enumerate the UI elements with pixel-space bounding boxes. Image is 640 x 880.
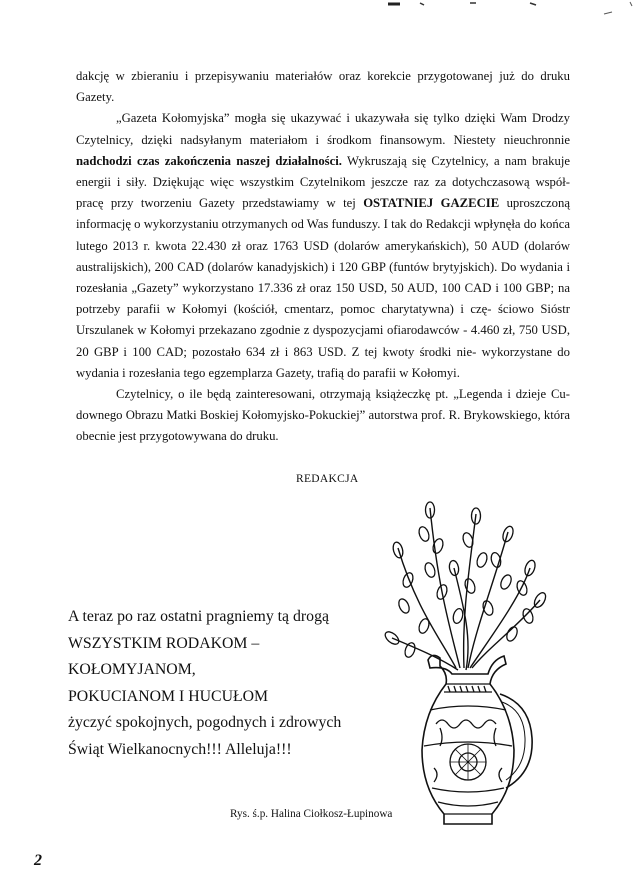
greeting-line: WSZYSTKIM RODAKOM –	[68, 634, 260, 652]
vase-illustration	[380, 488, 560, 834]
scan-artifact-marks	[0, 0, 640, 30]
editorial-signature: REDAKCJA	[296, 473, 359, 485]
illustration-credit: Rys. ś.p. Halina Ciołkosz-Łupinowa	[230, 808, 393, 820]
greeting-line: A teraz po raz ostatni pragniemy tą drogą	[68, 608, 329, 625]
greeting-line: Świąt Wielkanocnych!!! Alleluja!!!	[68, 740, 292, 758]
paragraph-continuation: dakcję w zbieraniu i przepisywaniu materiałów oraz korekcie przygotowanej już do druku Gazety.	[76, 69, 570, 105]
bold-last-issue: OSTATNIEJ GAZECIE	[363, 196, 500, 211]
paragraph-text: uproszczoną informację o wykorzystaniu otrzymanych od Was funduszy. I tak do Redakcji wpłynęła do końca lutego 2013 r. kwota 22.430 zł oraz 1763 USD (dolarów amerykańskich), 50 AUD (dolarów australijskich), 200 CAD (dolarów kanadyjskich) i 120 GBP (funtów brytyjskich). Do wydania i rozesłania „Gazety” wykorzystano 17.336 zł oraz 150 USD, 50 AUD, 100 CAD i 100 GBP; na potrzeby parafii w Kołomyi (kościół, cmentarz, pomoc charytatywna) i czę- ściowo Sióstr Urszulanek w Kołomyi przekazano zgodnie z dyspozycjami ofiarodawców - 4.460 zł, 750 USD, 20 GBP i 100 CAD; pozostało 634 zł i 863 USD. Z tej kwoty środki nie- wykorzystane do wydania i rozesłania tego egzemplarza Gazety, trafią do parafii w Kołomyi.	[76, 196, 570, 380]
willow-catkins	[383, 502, 548, 659]
greeting-line: życzyć spokojnych, pogodnych i zdrowych	[68, 714, 342, 731]
bold-closing-announcement: nadchodzi czas zakończenia naszej działalności.	[76, 153, 342, 168]
paragraph-booklet: Czytelnicy, o ile będą zainteresowani, otrzymają książeczkę pt. „Legenda i dzieje Cu- downego Obrazu Matki Boskiej Kołomyjsko-Pokuckiej” autorstwa prof. R. Brykowskiego, która obecnie jest przygotowywana do druku.	[76, 387, 570, 444]
easter-greeting	[68, 604, 388, 763]
paragraph-gazette-thanks	[76, 108, 570, 384]
paragraph-text: Wykruszają się Czytelnicy, a nam brakuje energii i siły. Dziękując więc wszystkim Czytelnikom jeszcze raz za dotychczasową współ- pracę przy tworzeniu Gazety przedstawiamy w tej	[76, 153, 570, 211]
article-body	[76, 66, 570, 448]
page-number: 2	[34, 852, 42, 869]
greeting-line: KOŁOMYJANOM,	[68, 661, 196, 678]
decorated-jug	[422, 655, 532, 824]
paragraph-text: „Gazeta Kołomyjska” mogła się ukazywać i ukazywała się tylko dzięki Wam Drodzy Czytelnicy, dzięki nadsyłanym materiałom i środkom finansowym. Niestety nieuchronnie	[76, 111, 570, 147]
greeting-line: POKUCIANOM I HUCUŁOM	[68, 687, 269, 705]
